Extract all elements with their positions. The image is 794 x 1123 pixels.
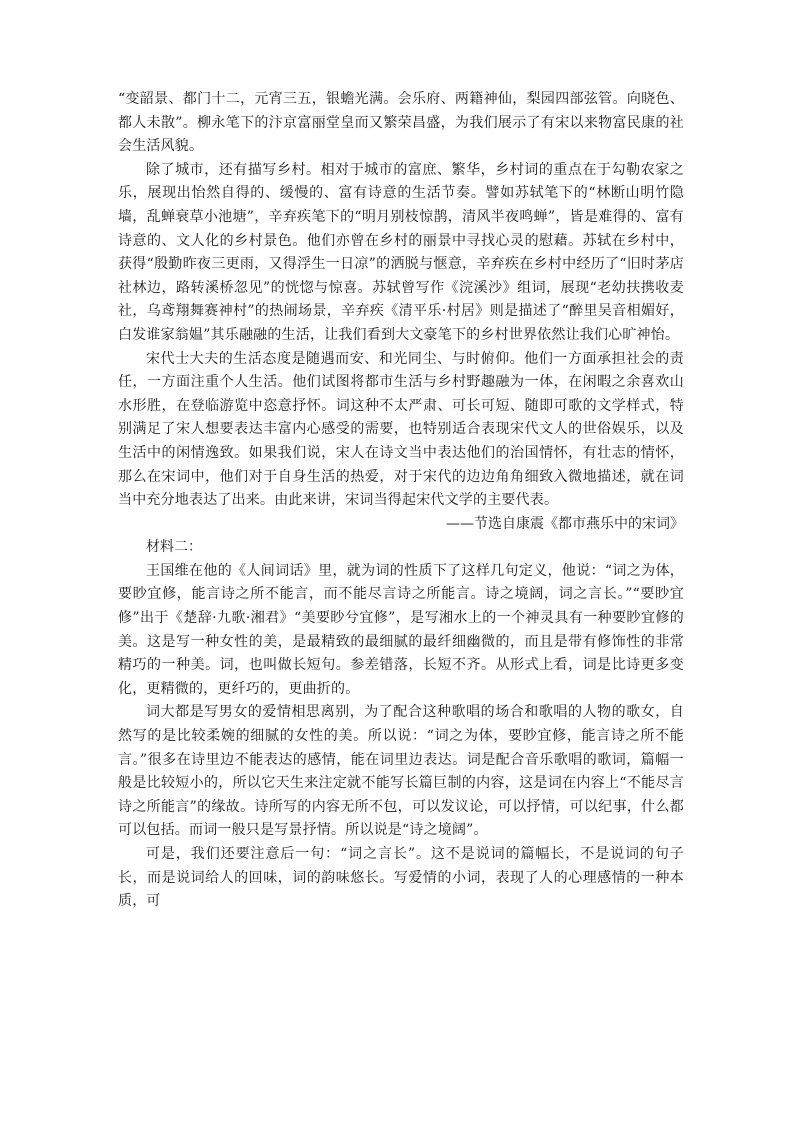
paragraph-ci-love-themes: 词大都是写男女的爱情相思离别，为了配合这种歌唱的场合和歌唱的人物的歌女，自然写的是比较柔婉的细腻的女性的美。所以说：“词之为体，要眇宜修，能言诗之所不能言。”很多在诗里边不能表达的感情，能在词里边表达。词是配合音乐歌唱的歌词，篇幅一般是比较短小的，所以它天生来注定就不能写长篇巨制的内容，这是词在内容上“不能尽言诗之所能言”的缘故。诗所写的内容无所不包，可以发议论，可以抒情，可以纪事，什么都可以包括。而词一般只是写景抒情。所以说是“诗之境阔”。 bbox=[118, 704, 684, 839]
source-citation: ——节选自康震《都市燕乐中的宋词》 bbox=[446, 515, 684, 532]
paragraph-song-scholar-life: 宋代士大夫的生活态度是随遇而安、和光同尘、与时俯仰。他们一方面承担社会的责任，一方面注重个人生活。他们试图将都市生活与乡村野趣融为一体，在闲暇之余喜欢山水形胜，在登临游览中恣意抒怀。词这种不太严肃、可长可短、随即可歌的文学样式，特别满足了宋人想要表达丰富内心感受的需要，也特别适合表现宋代文人的世俗娱乐，以及生活中的闲情逸致。如果我们说，宋人在诗文当中表达他们的治国情怀，有壮志的情怀，那么在宋词中，他们对于自身生活的热爱，对于宋代的边边角角细致入微地描述，就在词当中充分地表达了出来。由此来讲，宋词当得起宋代文学的主要代表。 bbox=[118, 350, 684, 509]
paragraph-liu-yong-quote: “变韶景、都门十二，元宵三五，银蟾光满。会乐府、两籍神仙，梨园四部弦管。向晓色、都人未散”。柳永笔下的汴京富丽堂皇而又繁荣昌盛，为我们展示了有宋以来物富民康的社会生活风貌。 bbox=[118, 91, 684, 155]
paragraph-wang-guowei: 王国维在他的《人间词话》里，就为词的性质下了这样几句定义，他说：“词之为体，要眇宜修，能言诗之所不能言，而不能尽言诗之所能言。诗之境阔，词之言长。”“要眇宜修”出于《楚辞·九歌·湘君》“美要眇兮宜修”，是写湘水上的一个神灵具有一种要眇宜修的美。这是写一种女性的美，是最精致的最细腻的最纤细幽微的，而且是带有修饰性的非常精巧的一种美。词，也叫做长短句。参差错落，长短不齐。从形式上看，词是比诗更多变化，更精微的，更纤巧的，更曲折的。 bbox=[118, 562, 684, 697]
document-page bbox=[118, 88, 684, 914]
paragraph-rural-ci: 除了城市，还有描写乡村。相对于城市的富庶、繁华，乡村词的重点在于勾勒农家之乐，展现出怡然自得的、缓慢的、富有诗意的生活节奏。譬如苏轼笔下的“林断山明竹隐墙，乱蝉衰草小池塘”，辛弃疾笔下的“明月别枝惊鹊，清风半夜鸣蝉”，皆是难得的、富有诗意的、文人化的乡村景色。他们亦曾在乡村的丽景中寻找心灵的慰藉。苏轼在乡村中，获得“殷勤昨夜三更雨，又得浮生一日凉”的洒脱与惬意，辛弃疾在乡村中经历了“旧时茅店社林边，路转溪桥忽见”的恍惚与惊喜。苏轼曾写作《浣溪沙》组词，展现“老幼扶携收麦社，乌鸢翔舞赛神村”的热闹场景，辛弃疾《清平乐·村居》则是描述了“醉里吴音相媚好，白发谁家翁媪”其乐融融的生活，让我们看到大文豪笔下的乡村世界依然让我们心旷神怡。 bbox=[118, 161, 684, 343]
material-two-label: 材料二： bbox=[146, 539, 202, 556]
paragraph-ci-yan-chang: 可是，我们还要注意后一句：“词之言长”。这不是说词的篇幅长，不是说词的句子长，而是说词给人的回味，词的韵味悠长。写爱情的小词，表现了人的心理感情的一种本质，可 bbox=[118, 846, 684, 910]
